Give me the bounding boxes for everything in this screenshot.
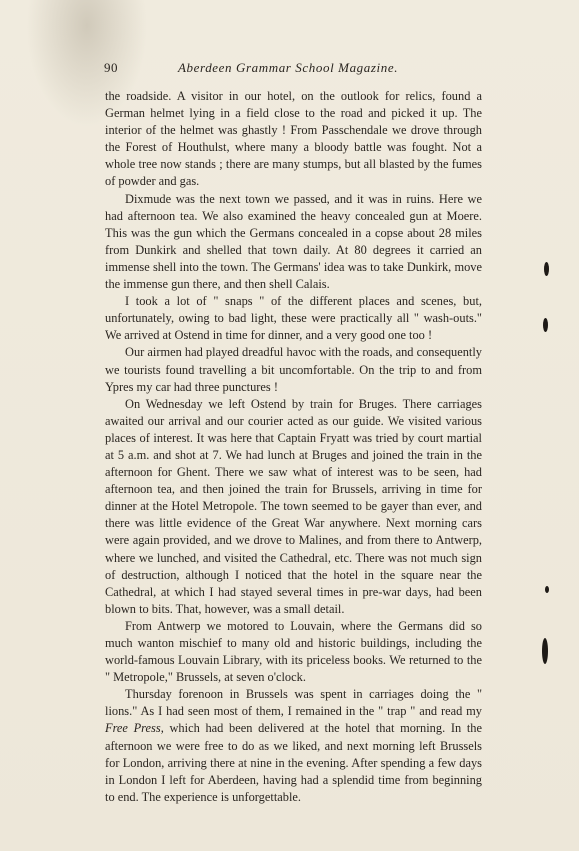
paragraph-5: On Wednesday we left Ostend by train for Bruges. There carriages awaited our arrival and our courier acted as our guide. We visited various places of interest. It was here that Captain Fryatt was tried by court martial at 5 a.m. and shot at 7. We had lunch at Bruges and joined the train in the afternoon for Ghent. There we saw what of interest was to be seen, had afternoon tea, and then joined the train for Brussels, arriving in time for dinner at the Hotel Metropole. The town seemed to be gayer than ever, and there was little evidence of the Great War anywhere. Next morning cars were again provided, and we drove to Malines, and from there to Antwerp, where we lunched, and visited the Cathedral, etc. There was not much sign of destruction, although I noticed that the hotel in the square near the Cathedral, at which I had stayed several times in pre-war days, had been blown to bits. That, however, was a small detail. bbox=[105, 396, 482, 616]
paragraph-3: I took a lot of " snaps " of the different places and scenes, but, unfortunately, owing to bad light, these were practically all " wash-outs." We arrived at Ostend in time for dinner, and a very good one too ! bbox=[105, 294, 482, 343]
binding-hole-mark bbox=[544, 262, 549, 276]
running-title: Aberdeen Grammar School Magazine. bbox=[178, 60, 399, 75]
paragraph-4: Our airmen had played dreadful havoc with the roads, and consequently we tourists found travelling a bit uncomfortable. On the trip to and from Ypres my car had three punctures ! bbox=[105, 345, 482, 394]
paragraph-7-start: Thursday forenoon in Brussels was spent in carriages doing the " lions." As I had seen most of them, I remained in the " trap " and read my bbox=[105, 687, 482, 719]
binding-hole-mark bbox=[542, 638, 548, 664]
article-body bbox=[105, 88, 482, 806]
newspaper-title: Free Press, bbox=[105, 721, 164, 736]
paragraph-2: Dixmude was the next town we passed, and it was in ruins. Here we had afternoon tea. We also examined the heavy concealed gun at Moere. This was the gun which the Germans concealed in a copse about 28 miles from Dunkirk and shelled that town daily. At 80 degrees it carried an immense shell into the town. The Germans' idea was to take Dunkirk, move the immense gun there, and then shell Calais. bbox=[105, 191, 482, 292]
paragraph-7 bbox=[105, 686, 482, 806]
binding-hole-mark bbox=[543, 318, 548, 332]
paragraph-7-end: which had been delivered at the hotel that morning. In the afternoon we were free to do as we liked, and next morning left Brussels for London, arriving there at nine in the evening. After spending a few days in London I left for Aberdeen, having had a splendid time from beginning to end. The experience is unforgettable. bbox=[105, 721, 482, 804]
page-number: 90 bbox=[104, 60, 118, 75]
binding-hole-mark bbox=[545, 586, 549, 593]
paragraph-1: the roadside. A visitor in our hotel, on the outlook for relics, found a German helmet lying in a field close to the road and picked it up. The interior of the helmet was ghastly ! From Passchendale we drove through the Forest of Houthulst, where many a bloody battle was fought. Not a whole tree now stands ; there are many stumps, but all blasted by the fumes of powder and gas. bbox=[105, 89, 482, 189]
paragraph-6: From Antwerp we motored to Louvain, where the Germans did so much wanton mischief to many old and historic buildings, including the world-famous Louvain Library, with its priceless books. We returned to the " Metropole," Brussels, at seven o'clock. bbox=[105, 618, 482, 685]
